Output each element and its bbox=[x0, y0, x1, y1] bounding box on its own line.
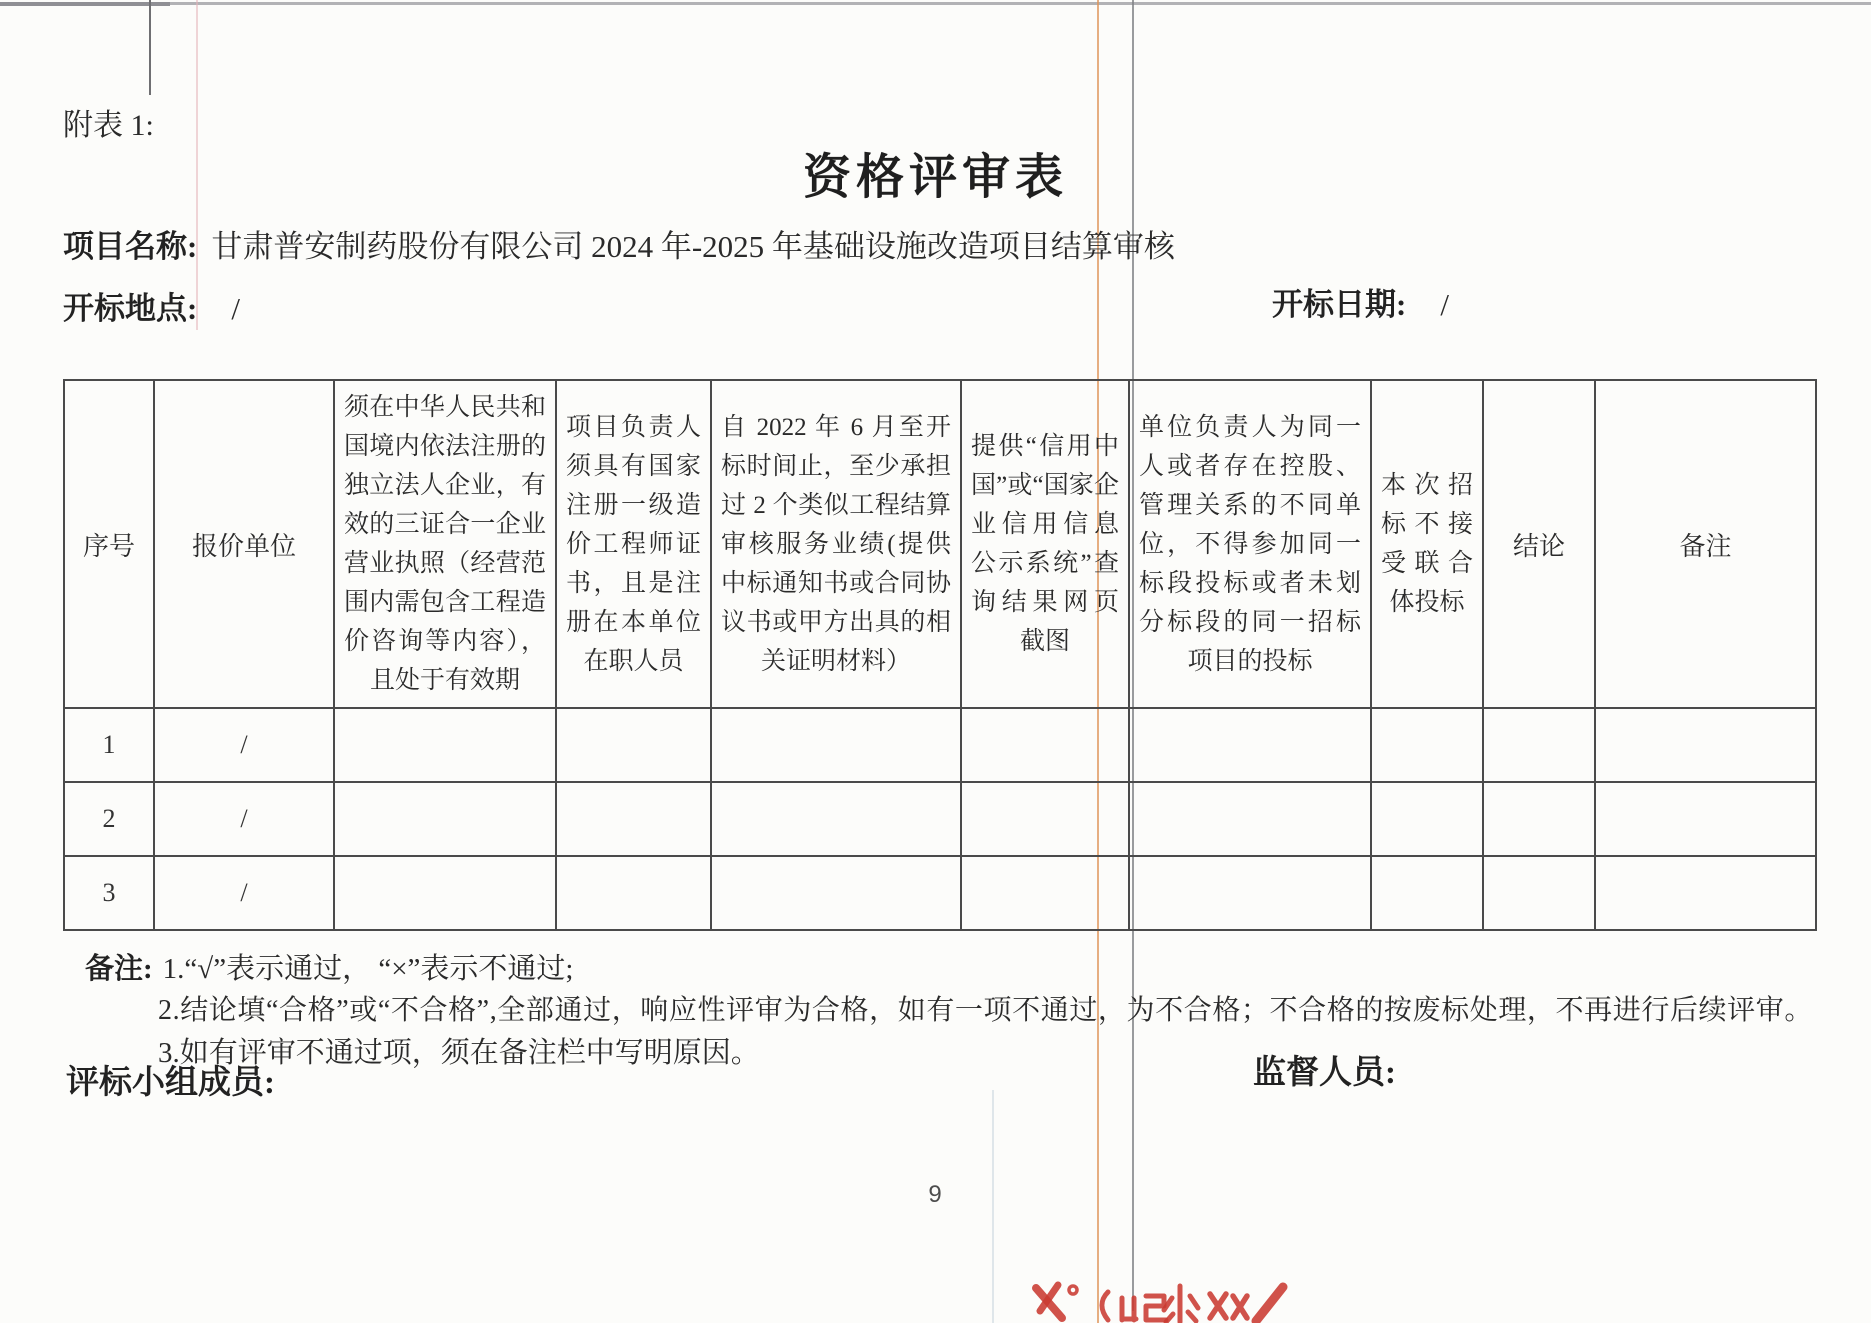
table-header-cell: 结论 bbox=[1483, 380, 1595, 708]
table-cell: / bbox=[154, 708, 334, 782]
table-cell bbox=[1595, 856, 1816, 930]
page-title: 资格评审表 bbox=[802, 151, 1068, 204]
table-cell bbox=[1483, 708, 1595, 782]
table-row bbox=[64, 708, 1816, 782]
table-cell bbox=[334, 708, 556, 782]
table-cell: 3 bbox=[64, 856, 154, 930]
supervisor-label: 监督人员: bbox=[1253, 1055, 1396, 1091]
table-header-cell: 提供“信用中国”或“国家企业信用信息公示系统”查询结果网页截图 bbox=[961, 380, 1129, 708]
page-number: 9 bbox=[928, 1181, 942, 1208]
table-header-cell: 单位负责人为同一人或者存在控股、管理关系的不同单位，不得参加同一标段投标或者未划分标段的同一招标项目的投标 bbox=[1129, 380, 1371, 708]
table-cell bbox=[1595, 708, 1816, 782]
table-cell bbox=[1483, 856, 1595, 930]
table-cell bbox=[711, 782, 961, 856]
table-row bbox=[64, 856, 1816, 930]
table-cell bbox=[961, 782, 1129, 856]
scan-edge-line bbox=[0, 2, 1871, 5]
notes-line-2: 2.结论填“合格”或“不合格”,全部通过，响应性评审为合格，如有一项不通过，为不合格；不合格的按废标处理，不再进行后续评审。 bbox=[158, 995, 1813, 1026]
table-cell bbox=[1129, 782, 1371, 856]
table-cell bbox=[334, 856, 556, 930]
scan-edge-line-dark bbox=[0, 2, 170, 6]
table-cell bbox=[711, 856, 961, 930]
table-header-row bbox=[64, 380, 1816, 708]
table-cell bbox=[556, 856, 711, 930]
table-cell bbox=[1483, 782, 1595, 856]
table-header-cell: 备注 bbox=[1595, 380, 1816, 708]
appendix-label: 附表 1: bbox=[63, 109, 154, 142]
bid-location-row bbox=[63, 283, 240, 328]
table-header-cell: 项目负责人须具有国家注册一级造价工程师证书，且是注册在本单位在职人员 bbox=[556, 380, 711, 708]
table-cell: 1 bbox=[64, 708, 154, 782]
table-cell: / bbox=[154, 856, 334, 930]
table-header-cell: 报价单位 bbox=[154, 380, 334, 708]
table-cell bbox=[961, 708, 1129, 782]
table-cell: / bbox=[154, 782, 334, 856]
table-header-cell: 序号 bbox=[64, 380, 154, 708]
project-name-label: 项目名称: bbox=[63, 229, 198, 264]
table-header-cell: 本次招标不接受联合体投标 bbox=[1371, 380, 1483, 708]
table-cell bbox=[556, 708, 711, 782]
bid-date-label: 开标日期: bbox=[1272, 287, 1407, 322]
table-cell bbox=[1371, 856, 1483, 930]
notes-label: 备注: bbox=[85, 953, 153, 985]
table-cell bbox=[1129, 708, 1371, 782]
bid-date-row bbox=[1272, 279, 1449, 324]
table-cell bbox=[1371, 708, 1483, 782]
scan-blue-line bbox=[992, 1090, 994, 1323]
table-cell: 2 bbox=[64, 782, 154, 856]
table-cell bbox=[556, 782, 711, 856]
bid-location-label: 开标地点: bbox=[63, 291, 198, 326]
bid-location-value: / bbox=[231, 291, 240, 326]
scan-short-vertical-line bbox=[149, 0, 151, 95]
project-name-row bbox=[63, 221, 1175, 266]
table-cell bbox=[1595, 782, 1816, 856]
red-stamp-marks bbox=[1028, 1280, 1290, 1323]
project-name-value: 甘肃普安制药股份有限公司 2024 年-2025 年基础设施改造项目结算审核 bbox=[211, 229, 1175, 264]
notes-line-1 bbox=[85, 946, 574, 987]
notes-line-3: 3.如有评审不通过项，须在备注栏中写明原因。 bbox=[158, 1037, 760, 1069]
table-row bbox=[64, 782, 1816, 856]
table-cell bbox=[711, 708, 961, 782]
table-cell bbox=[1129, 856, 1371, 930]
evaluators-label: 评标小组成员: bbox=[66, 1065, 275, 1101]
table-cell bbox=[334, 782, 556, 856]
table-cell bbox=[1371, 782, 1483, 856]
table-cell bbox=[961, 856, 1129, 930]
table-header-cell: 须在中华人民共和国境内依法注册的独立法人企业，有效的三证合一企业营业执照（经营范围内需包含工程造价咨询等内容），且处于有效期 bbox=[334, 380, 556, 708]
table-header-cell: 自 2022 年 6 月至开标时间止，至少承担过 2 个类似工程结算审核服务业绩(提供中标通知书或合同协议书或甲方出具的相关证明材料） bbox=[711, 380, 961, 708]
qualification-review-table bbox=[63, 379, 1817, 931]
bid-date-value: / bbox=[1440, 287, 1449, 322]
note-text: 1.“√”表示通过， “×”表示不通过; bbox=[162, 953, 574, 985]
